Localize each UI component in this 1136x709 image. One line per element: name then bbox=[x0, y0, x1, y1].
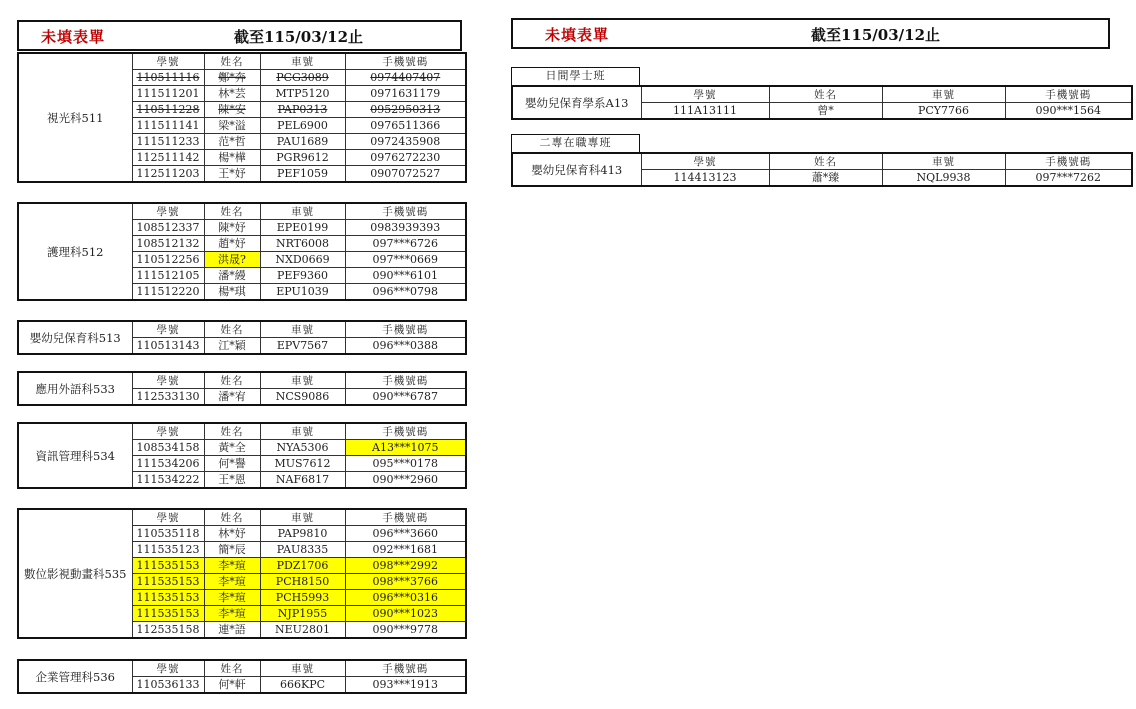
unfilled-label: 未填表單 bbox=[41, 28, 106, 46]
name-cell: 楊*琪 bbox=[204, 284, 260, 301]
name-cell: 曾* bbox=[769, 103, 882, 120]
name-cell: 范*哲 bbox=[204, 134, 260, 150]
phone-cell: 0976272230 bbox=[345, 150, 466, 166]
header-row bbox=[18, 203, 466, 220]
phone-cell: A13***1075 bbox=[345, 440, 466, 456]
name-cell: 何*譽 bbox=[204, 456, 260, 472]
section-label: 二專在職專班 bbox=[511, 134, 640, 152]
plate-cell: PGR9612 bbox=[260, 150, 345, 166]
department-name: 嬰幼兒保育科413 bbox=[512, 153, 641, 186]
plate-header: 車號 bbox=[260, 372, 345, 389]
student-id-header: 學號 bbox=[132, 53, 204, 70]
name-cell: 梁*溢 bbox=[204, 118, 260, 134]
plate-cell: 666KPC bbox=[260, 677, 345, 694]
name-cell: 江*穎 bbox=[204, 338, 260, 355]
plate-cell: PAP0313 bbox=[260, 102, 345, 118]
student-id-cell: 111A13111 bbox=[641, 103, 769, 120]
name-cell: 黃*全 bbox=[204, 440, 260, 456]
phone-cell: 098***2992 bbox=[345, 558, 466, 574]
name-cell: 楊*樺 bbox=[204, 150, 260, 166]
name-cell: 何*軒 bbox=[204, 677, 260, 694]
plate-cell: NRT6008 bbox=[260, 236, 345, 252]
header-row bbox=[18, 372, 466, 389]
name-cell: 蕭*臻 bbox=[769, 170, 882, 187]
header-row bbox=[512, 86, 1132, 103]
name-cell: 王*恩 bbox=[204, 472, 260, 489]
plate-cell: PAP9810 bbox=[260, 526, 345, 542]
phone-header: 手機號碼 bbox=[345, 660, 466, 677]
department-name: 嬰幼兒保育學系A13 bbox=[512, 86, 641, 119]
name-header: 姓名 bbox=[204, 660, 260, 677]
plate-header: 車號 bbox=[260, 53, 345, 70]
student-id-cell: 114413123 bbox=[641, 170, 769, 187]
name-cell: 林*芸 bbox=[204, 86, 260, 102]
name-cell: 陳*安 bbox=[204, 102, 260, 118]
phone-cell: 0907072527 bbox=[345, 166, 466, 183]
section-block-table bbox=[511, 85, 1133, 120]
student-id-cell: 112533130 bbox=[132, 389, 204, 406]
dept-block-table bbox=[17, 202, 467, 301]
student-id-header: 學號 bbox=[641, 86, 769, 103]
phone-cell: 096***3660 bbox=[345, 526, 466, 542]
student-id-cell: 111535153 bbox=[132, 574, 204, 590]
left-title-bar bbox=[17, 20, 462, 51]
plate-header: 車號 bbox=[882, 86, 1005, 103]
student-id-cell: 111535153 bbox=[132, 606, 204, 622]
plate-cell: PCG3089 bbox=[260, 70, 345, 86]
plate-cell: EPU1039 bbox=[260, 284, 345, 301]
phone-cell: 090***6101 bbox=[345, 268, 466, 284]
phone-cell: 0983939393 bbox=[345, 220, 466, 236]
plate-header: 車號 bbox=[260, 321, 345, 338]
plate-cell: PAU8335 bbox=[260, 542, 345, 558]
phone-cell: 096***0316 bbox=[345, 590, 466, 606]
name-cell: 李*瑄 bbox=[204, 590, 260, 606]
cutoff-date: 截至115/03/12止 bbox=[234, 28, 364, 46]
plate-cell: PAU1689 bbox=[260, 134, 345, 150]
student-id-cell: 112511142 bbox=[132, 150, 204, 166]
plate-cell: PCY7766 bbox=[882, 103, 1005, 120]
phone-cell: 092***1681 bbox=[345, 542, 466, 558]
phone-cell: 097***6726 bbox=[345, 236, 466, 252]
phone-header: 手機號碼 bbox=[345, 321, 466, 338]
phone-cell: 090***1564 bbox=[1005, 103, 1132, 120]
student-id-cell: 111534222 bbox=[132, 472, 204, 489]
department-name: 企業管理科536 bbox=[18, 660, 132, 693]
student-id-cell: 111512220 bbox=[132, 284, 204, 301]
dept-block-table bbox=[17, 371, 467, 406]
phone-cell: 0972435908 bbox=[345, 134, 466, 150]
name-cell: 連*語 bbox=[204, 622, 260, 639]
student-id-cell: 108534158 bbox=[132, 440, 204, 456]
plate-cell: NYA5306 bbox=[260, 440, 345, 456]
cutoff-date-right: 截至115/03/12止 bbox=[811, 26, 941, 44]
plate-cell: NQL9938 bbox=[882, 170, 1005, 187]
dept-block-table bbox=[17, 659, 467, 694]
student-id-cell: 111511201 bbox=[132, 86, 204, 102]
name-cell: 李*瑄 bbox=[204, 574, 260, 590]
department-name: 護理科512 bbox=[18, 203, 132, 300]
name-cell: 陳*妤 bbox=[204, 220, 260, 236]
student-id-header: 學號 bbox=[132, 321, 204, 338]
department-name: 應用外語科533 bbox=[18, 372, 132, 405]
student-id-cell: 111534206 bbox=[132, 456, 204, 472]
student-id-cell: 110536133 bbox=[132, 677, 204, 694]
department-name: 資訊管理科534 bbox=[18, 423, 132, 488]
phone-cell: 090***1023 bbox=[345, 606, 466, 622]
plate-header: 車號 bbox=[882, 153, 1005, 170]
student-id-cell: 111535123 bbox=[132, 542, 204, 558]
name-cell: 鄭*奔 bbox=[204, 70, 260, 86]
header-row bbox=[512, 153, 1132, 170]
student-id-cell: 111511141 bbox=[132, 118, 204, 134]
student-id-header: 學號 bbox=[641, 153, 769, 170]
phone-header: 手機號碼 bbox=[1005, 153, 1132, 170]
department-name: 嬰幼兒保育科513 bbox=[18, 321, 132, 354]
name-cell: 林*妤 bbox=[204, 526, 260, 542]
phone-cell: 097***0669 bbox=[345, 252, 466, 268]
header-row bbox=[18, 53, 466, 70]
phone-header: 手機號碼 bbox=[345, 53, 466, 70]
plate-cell: PEF9360 bbox=[260, 268, 345, 284]
name-cell: 簡*辰 bbox=[204, 542, 260, 558]
student-id-header: 學號 bbox=[132, 509, 204, 526]
plate-cell: NAF6817 bbox=[260, 472, 345, 489]
plate-header: 車號 bbox=[260, 660, 345, 677]
student-id-header: 學號 bbox=[132, 660, 204, 677]
dept-block-table bbox=[17, 422, 467, 489]
student-id-header: 學號 bbox=[132, 372, 204, 389]
name-cell: 潘*宥 bbox=[204, 389, 260, 406]
plate-cell: PEF1059 bbox=[260, 166, 345, 183]
phone-cell: 098***3766 bbox=[345, 574, 466, 590]
plate-header: 車號 bbox=[260, 423, 345, 440]
student-id-cell: 111511233 bbox=[132, 134, 204, 150]
phone-cell: 090***9778 bbox=[345, 622, 466, 639]
phone-cell: 096***0798 bbox=[345, 284, 466, 301]
phone-header: 手機號碼 bbox=[345, 423, 466, 440]
student-id-cell: 110535118 bbox=[132, 526, 204, 542]
phone-header: 手機號碼 bbox=[345, 372, 466, 389]
name-cell: 王*妤 bbox=[204, 166, 260, 183]
name-cell: 洪晟? bbox=[204, 252, 260, 268]
plate-cell: NEU2801 bbox=[260, 622, 345, 639]
student-id-cell: 111535153 bbox=[132, 590, 204, 606]
plate-cell: NXD0669 bbox=[260, 252, 345, 268]
plate-cell: MTP5120 bbox=[260, 86, 345, 102]
student-id-cell: 110512256 bbox=[132, 252, 204, 268]
phone-cell: 095***0178 bbox=[345, 456, 466, 472]
phone-cell: 093***1913 bbox=[345, 677, 466, 694]
student-id-header: 學號 bbox=[132, 203, 204, 220]
phone-cell: 0952950313 bbox=[345, 102, 466, 118]
plate-cell: EPV7567 bbox=[260, 338, 345, 355]
department-name: 數位影視動畫科535 bbox=[18, 509, 132, 638]
header-row bbox=[18, 509, 466, 526]
plate-cell: NJP1955 bbox=[260, 606, 345, 622]
header-row bbox=[18, 660, 466, 677]
plate-cell: PCH5993 bbox=[260, 590, 345, 606]
name-header: 姓名 bbox=[769, 86, 882, 103]
phone-cell: 0974407407 bbox=[345, 70, 466, 86]
name-cell: 李*瑄 bbox=[204, 606, 260, 622]
student-id-cell: 108512132 bbox=[132, 236, 204, 252]
phone-header: 手機號碼 bbox=[345, 509, 466, 526]
phone-cell: 0976511366 bbox=[345, 118, 466, 134]
student-id-cell: 111535153 bbox=[132, 558, 204, 574]
phone-header: 手機號碼 bbox=[1005, 86, 1132, 103]
student-id-cell: 108512337 bbox=[132, 220, 204, 236]
student-id-cell: 110513143 bbox=[132, 338, 204, 355]
name-header: 姓名 bbox=[204, 203, 260, 220]
header-row bbox=[18, 423, 466, 440]
phone-cell: 096***0388 bbox=[345, 338, 466, 355]
phone-cell: 0971631179 bbox=[345, 86, 466, 102]
student-id-header: 學號 bbox=[132, 423, 204, 440]
name-header: 姓名 bbox=[769, 153, 882, 170]
student-id-cell: 112511203 bbox=[132, 166, 204, 183]
name-header: 姓名 bbox=[204, 53, 260, 70]
phone-header: 手機號碼 bbox=[345, 203, 466, 220]
right-title-bar bbox=[511, 18, 1110, 49]
name-header: 姓名 bbox=[204, 372, 260, 389]
plate-cell: PCH8150 bbox=[260, 574, 345, 590]
name-header: 姓名 bbox=[204, 321, 260, 338]
student-id-cell: 110511228 bbox=[132, 102, 204, 118]
dept-block-table bbox=[17, 52, 467, 183]
unfilled-label-right: 未填表單 bbox=[545, 26, 610, 44]
header-row bbox=[18, 321, 466, 338]
student-id-cell: 110511116 bbox=[132, 70, 204, 86]
section-label: 日間學士班 bbox=[511, 67, 640, 85]
phone-cell: 097***7262 bbox=[1005, 170, 1132, 187]
dept-block-table bbox=[17, 508, 467, 639]
name-header: 姓名 bbox=[204, 509, 260, 526]
student-id-cell: 111512105 bbox=[132, 268, 204, 284]
plate-cell: MUS7612 bbox=[260, 456, 345, 472]
plate-cell: PEL6900 bbox=[260, 118, 345, 134]
plate-cell: PDZ1706 bbox=[260, 558, 345, 574]
name-cell: 李*瑄 bbox=[204, 558, 260, 574]
plate-cell: NCS9086 bbox=[260, 389, 345, 406]
name-cell: 趙*妤 bbox=[204, 236, 260, 252]
name-header: 姓名 bbox=[204, 423, 260, 440]
name-cell: 潘*縵 bbox=[204, 268, 260, 284]
phone-cell: 090***2960 bbox=[345, 472, 466, 489]
plate-header: 車號 bbox=[260, 203, 345, 220]
plate-cell: EPE0199 bbox=[260, 220, 345, 236]
department-name: 視光科511 bbox=[18, 53, 132, 182]
section-block-table bbox=[511, 152, 1133, 187]
plate-header: 車號 bbox=[260, 509, 345, 526]
phone-cell: 090***6787 bbox=[345, 389, 466, 406]
dept-block-table bbox=[17, 320, 467, 355]
student-id-cell: 112535158 bbox=[132, 622, 204, 639]
